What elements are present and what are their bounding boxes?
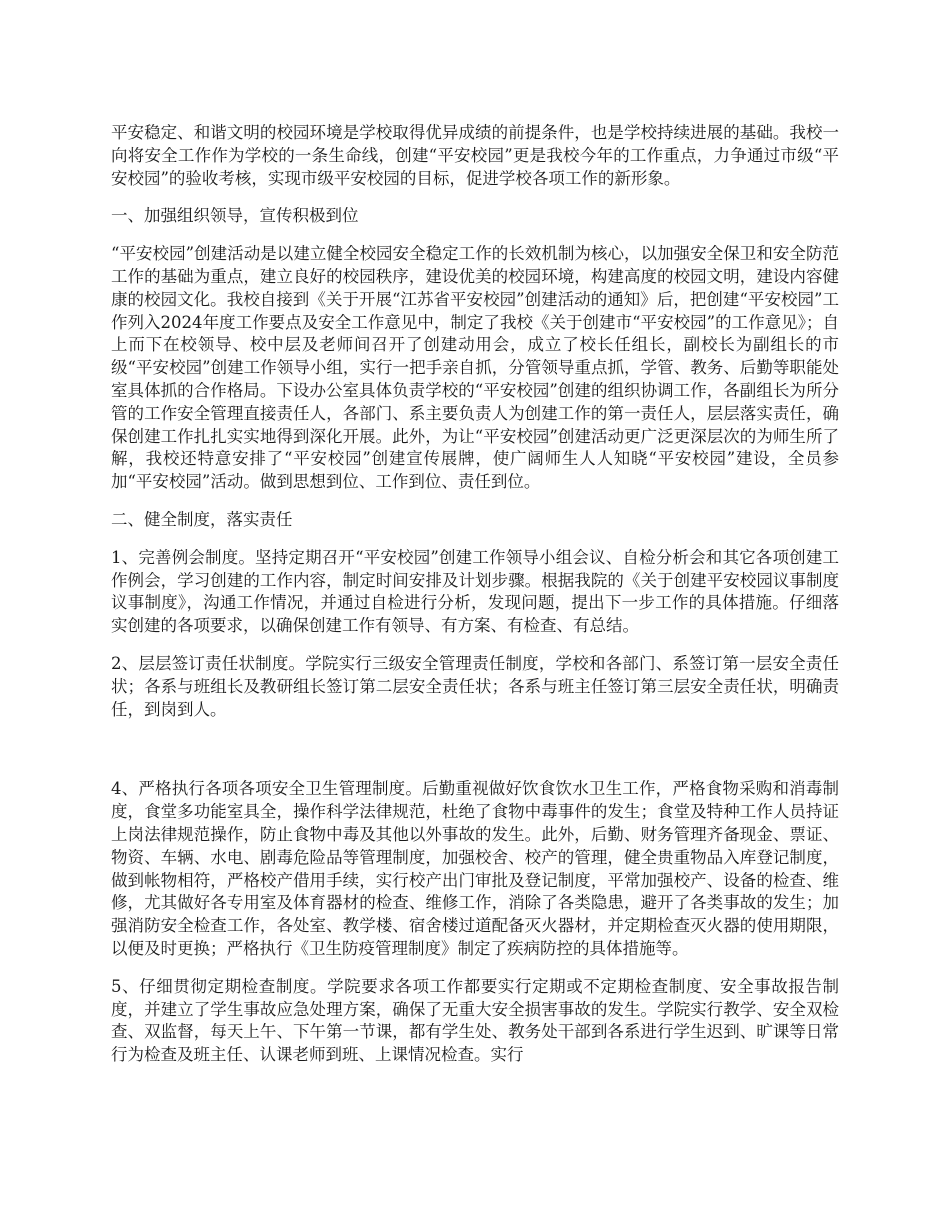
section-1-paragraph: “平安校园”创建活动是以建立健全校园安全稳定工作的长效机制为核心，以加强安全保卫和安全防范工作的基础为重点，建立良好的校园秩序，建设优美的校园环境，构建高度的校园文明，建设内容健康的校园文化。我校自接到《关于开展“江苏省平安校园”创建活动的通知》后，把创建“平安校园”工作列入2024年度工作要点及安全工作意见中，制定了我校《关于创建市“平安校园”的工作意见》；自上而下在校领导、校中层及老师间召开了创建动用会，成立了校长任组长，副校长为副组长的市级“平安校园”创建工作领导小组，实行一把手亲自抓，分管领导重点抓，学管、教务、后勤等职能处室具体抓的合作格局。下设办公室具体负责学校的“平安校园”创建的组织协调工作，各副组长为所分管的工作安全管理直接责任人，各部门、系主要负责人为创建工作的第一责任人，层层落实责任，确保创建工作扎扎实实地得到深化开展。此外，为让“平安校园”创建活动更广泛更深层次的为师生所了解，我校还特意安排了“平安校园”创建宣传展牌，使广阔师生人人知晓“平安校园”建设，全员参加“平安校园”活动。做到思想到位、工作到位、责任到位。 (111, 244, 839, 492)
document-page (111, 122, 839, 1082)
item-2-paragraph: 2、层层签订责任状制度。学院实行三级安全管理责任制度，学校和各部门、系签订第一层安全责任状；各系与班组长及教研组长签订第二层安全责任状；各系与班主任签订第三层安全责任状，明确责任，到岗到人。 (111, 653, 839, 719)
item-1-paragraph: 1、完善例会制度。坚持定期召开“平安校园”创建工作领导小组会议、自检分析会和其它各项创建工作例会，学习创建的工作内容，制定时间安排及计划步骤。根据我院的《关于创建平安校园议事制度议事制度》，沟通工作情况，并通过自检进行分析，发现问题，提出下一步工作的具体措施。仔细落实创建的各项要求，以确保创建工作有领导、有方案、有检查、有总结。 (111, 547, 839, 636)
section-heading-1: 一、加强组织领导，宣传积极到位 (111, 206, 359, 226)
blank-gap (111, 736, 839, 778)
intro-paragraph: 平安稳定、和谐文明的校园环境是学校取得优异成绩的前提条件，也是学校持续进展的基础。我校一向将安全工作作为学校的一条生命线，创建“平安校园”更是我校今年的工作重点，力争通过市级“平安校园”的验收考核，实现市级平安校园的目标，促进学校各项工作的新形象。 (111, 123, 839, 188)
item-5-paragraph: 5、仔细贯彻定期检查制度。学院要求各项工作都要实行定期或不定期检查制度、安全事故报告制度，并建立了学生事故应急处理方案，确保了无重大安全损害事故的发生。学院实行教学、安全双检查、双监督，每天上午、下午第一节课，都有学生处、教务处干部到各系进行学生迟到、旷课等日常行为检查及班主任、认课老师到班、上课情况检查。实行 (111, 976, 839, 1065)
section-heading-2: 二、健全制度，落实责任 (111, 509, 293, 529)
item-4-paragraph: 4、严格执行各项各项安全卫生管理制度。后勤重视做好饮食饮水卫生工作，严格食物采购和消毒制度，食堂多功能室具全，操作科学法律规范，杜绝了食物中毒事件的发生；食堂及特种工作人员持证上岗法律规范操作，防止食物中毒及其他以外事故的发生。此外，后勤、财务管理齐备现金、票证、物资、车辆、水电、剧毒危险品等管理制度，加强校舍、校产的管理，健全贵重物品入库登记制度，做到帐物相符，严格校产借用手续，实行校产出门审批及登记制度，平常加强校产、设备的检查、维修，尤其做好各专用室及体育器材的检查、维修工作，消除了各类隐患，避开了各类事故的发生；加强消防安全检查工作，各处室、教学楼、宿舍楼过道配备灭火器材，并定期检查灭火器的使用期限，以便及时更换；严格执行《卫生防疫管理制度》制定了疾病防控的具体措施等。 (111, 779, 839, 958)
